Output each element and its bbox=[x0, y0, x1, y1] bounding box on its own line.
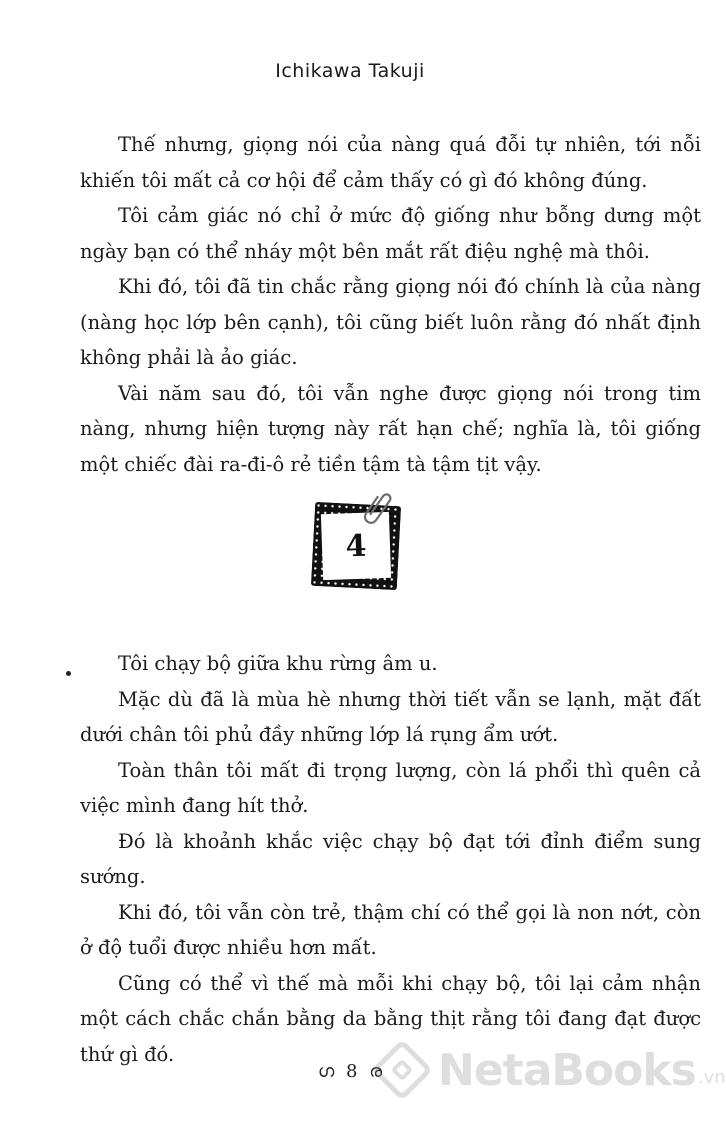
section-1-text bbox=[80, 127, 701, 482]
ornament-left-icon: ഗ bbox=[317, 1061, 335, 1082]
paragraph: Tôi chạy bộ giữa khu rừng âm u. bbox=[118, 652, 438, 675]
watermark-brand: NetaBooks bbox=[438, 1044, 696, 1096]
watermark bbox=[380, 1040, 726, 1100]
paragraph: Đó là khoảnh khắc việc chạy bộ đạt tới đỉnh điểm sung sướng. bbox=[80, 829, 701, 888]
stray-ink-dot bbox=[66, 671, 71, 676]
netabooks-logo-icon bbox=[371, 1039, 433, 1101]
ornament-right-icon: ര bbox=[369, 1061, 383, 1082]
section-2-text bbox=[80, 646, 701, 1072]
paragraph: Vài năm sau đó, tôi vẫn nghe được giọng nói trong tim nàng, nhưng hiện tượng này rất hạn chế; nghĩa là, tôi giống một chiếc đài ra-đi-ô rẻ tiền tậm tà tậm tịt vậy. bbox=[80, 381, 701, 476]
chapter-number: 4 bbox=[344, 528, 368, 564]
watermark-suffix: .vn bbox=[697, 1067, 726, 1088]
chapter-number-badge bbox=[313, 504, 399, 588]
running-header-author: Ichikawa Takuji bbox=[275, 60, 425, 82]
paragraph: Mặc dù đã là mùa hè nhưng thời tiết vẫn se lạnh, mặt đất dưới chân tôi phủ đầy những lớp lá rụng ẩm ướt. bbox=[80, 687, 701, 746]
page-number: 8 bbox=[346, 1061, 358, 1082]
paragraph: Khi đó, tôi đã tin chắc rằng giọng nói đó chính là của nàng (nàng học lớp bên cạnh), tôi cũng biết luôn rằng đó nhất định không phải là ảo giác. bbox=[80, 275, 701, 369]
paragraph: Tôi cảm giác nó chỉ ở mức độ giống như bỗng dưng một ngày bạn có thể nháy một bên mắt rất điệu nghệ mà thôi. bbox=[80, 204, 701, 263]
paragraph: Toàn thân tôi mất đi trọng lượng, còn lá phổi thì quên cả việc mình đang hít thở. bbox=[80, 758, 701, 817]
paragraph: Thế nhưng, giọng nói của nàng quá đỗi tự nhiên, tới nỗi khiến tôi mất cả cơ hội để cảm thấy có gì đó không đúng. bbox=[80, 133, 701, 192]
paragraph: Khi đó, tôi vẫn còn trẻ, thậm chí có thể gọi là non nớt, còn ở độ tuổi được nhiều hơn mất. bbox=[80, 900, 701, 959]
paragraph: Cũng có thể vì thế mà mỗi khi chạy bộ, tôi lại cảm nhận một cách chắc chắn bằng da bằng thịt rằng tôi đang đạt được thứ gì đó. bbox=[80, 971, 701, 1066]
